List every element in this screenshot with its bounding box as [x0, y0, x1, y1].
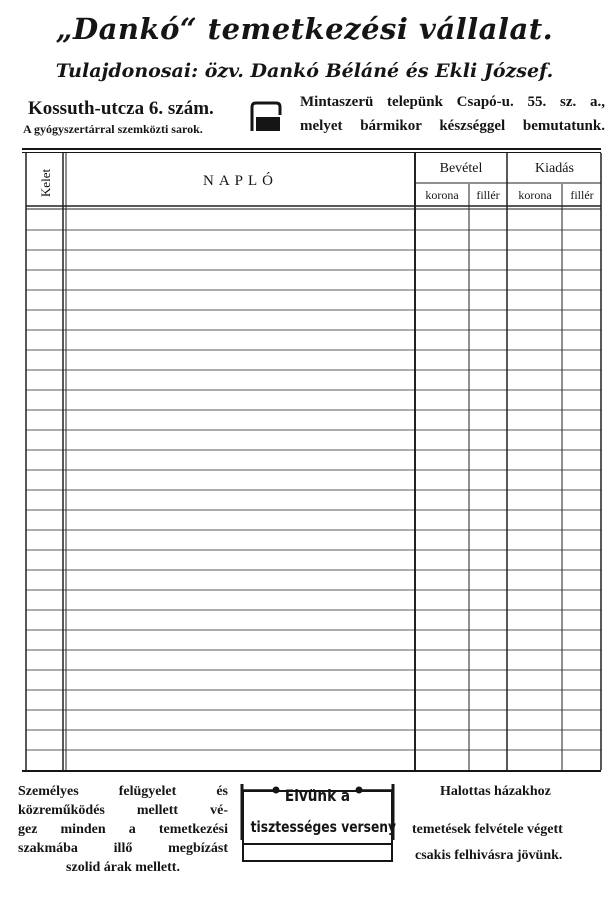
- footer-left-line: közreműködés mellett vé-: [18, 803, 228, 818]
- footer-left-text: [18, 782, 228, 877]
- footer-left-line: szakmába illő megbízást: [18, 841, 228, 856]
- showroom-line-2: melyet bármikor készséggel bemutatunk.: [300, 118, 605, 134]
- bottom-rule: [22, 770, 601, 772]
- owners-line: Tulajdonosai: özv. Dankó Béláné és Ekli József.: [55, 60, 554, 82]
- footer-left-line: Személyes felügyelet és: [18, 784, 228, 799]
- kiadas-filler-header: fillér: [570, 188, 594, 202]
- motto-line-2: tisztességes verseny: [250, 818, 397, 836]
- column-kelet-header: Kelet: [38, 168, 53, 198]
- motto-line-1: Elvünk a: [284, 786, 351, 805]
- footer-right-line: Halottas házakhoz: [440, 784, 551, 799]
- address-line: Kossuth-utcza 6. szám.: [28, 98, 214, 119]
- showroom-line-1: Mintaszerü telepünk Csapó-u. 55. sz. a.,: [300, 94, 605, 110]
- company-title: „Dankó“ temetkezési vállalat.: [55, 12, 554, 46]
- column-kiadas-header: Kiadás: [535, 161, 574, 176]
- footer-right-line: csakis felhivásra jövünk.: [415, 848, 563, 863]
- bevetel-korona-header: korona: [425, 188, 459, 202]
- column-naplo-header: NAPLÓ: [202, 173, 278, 189]
- footer-left-line: szolid árak mellett.: [66, 860, 180, 875]
- kiadas-korona-header: korona: [518, 188, 552, 202]
- address-note: A gyógyszertárral szemközti sarok.: [23, 122, 203, 136]
- footer-left-line: gez minden a temetkezési: [18, 822, 228, 837]
- footer-right-line: temetések felvétele végett: [412, 822, 563, 837]
- bevetel-filler-header: fillér: [476, 188, 500, 202]
- footer-right-text: [412, 782, 607, 865]
- column-bevetel-header: Bevétel: [439, 161, 483, 176]
